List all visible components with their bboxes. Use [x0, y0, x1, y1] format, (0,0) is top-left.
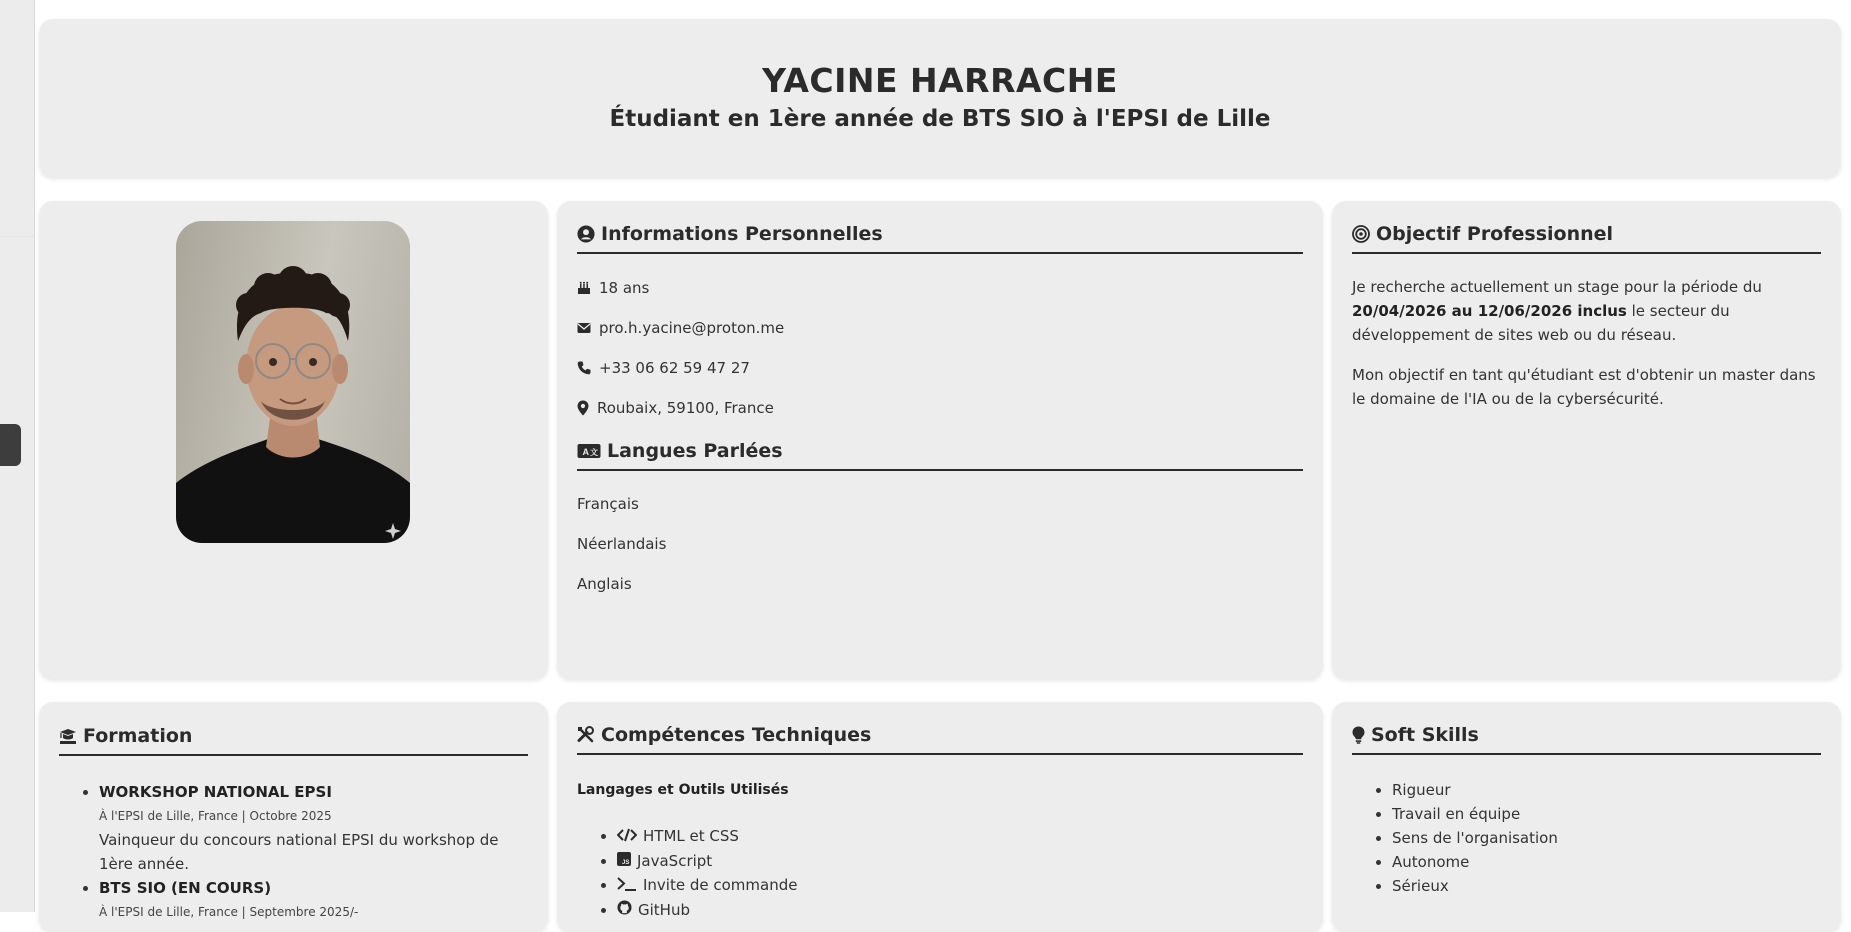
list-item: • Autonome: [1392, 850, 1558, 874]
info-email[interactable]: pro.h.yacine@proton.me: [577, 319, 784, 337]
competences-section-title: Compétences Techniques: [577, 724, 1303, 755]
formation-item-title: • BTS SIO (EN COURS): [99, 879, 272, 897]
phone-icon: [577, 361, 591, 375]
list-item: • Travail en équipe: [1392, 802, 1558, 826]
formation-list: [99, 780, 528, 924]
formation-card: [39, 702, 548, 932]
envelope-icon: [577, 322, 591, 334]
langue-item: Anglais: [577, 575, 632, 593]
sidebar-toggle-tab[interactable]: [0, 424, 21, 466]
list-item: • Rigueur: [1392, 778, 1558, 802]
soft-skills-card: [1332, 702, 1841, 932]
objectif-card: [1332, 201, 1841, 679]
lightbulb-icon: [1352, 726, 1365, 744]
soft-skills-list: [1392, 778, 1558, 898]
list-item: • JS JavaScript: [617, 849, 797, 874]
formation-item-desc: Vainqueur du concours national EPSI du workshop de 1ère année.: [99, 831, 499, 873]
header-card: [39, 19, 1841, 177]
tools-icon: [577, 726, 595, 744]
sidebar-divider: [0, 236, 34, 237]
langue-item: Français: [577, 495, 639, 513]
objectif-paragraph-1: Je recherche actuellement un stage pour la période du 20/04/2026 au 12/06/2026 inclus le secteur du développement de sites web ou du réseau.: [1352, 278, 1762, 344]
github-icon: [617, 900, 632, 915]
map-pin-icon: [577, 400, 589, 416]
target-icon: [1352, 225, 1370, 243]
info-card: [557, 201, 1323, 679]
js-icon: [617, 852, 631, 866]
list-item: [99, 876, 528, 924]
graduation-cap-icon: [59, 727, 77, 745]
cv-subtitle: Étudiant en 1ère année de BTS SIO à l'EPSI de Lille: [609, 106, 1271, 132]
profile-photo: [176, 221, 410, 543]
competences-card: [557, 702, 1323, 932]
objectif-paragraph-2: Mon objectif en tant qu'étudiant est d'obtenir un master dans le domaine de l'IA ou de la cybersécurité.: [1352, 366, 1816, 408]
soft-skills-section-title: Soft Skills: [1352, 724, 1821, 755]
language-icon: [577, 443, 601, 459]
info-address: Roubaix, 59100, France: [577, 399, 774, 417]
terminal-icon: [617, 877, 637, 891]
cv-name: YACINE HARRACHE: [762, 61, 1118, 100]
svg-text:JS: • JS: [622, 860, 630, 866]
list-item: • GitHub: [617, 898, 797, 923]
list-item: • HTML et CSS: [617, 824, 797, 849]
info-section-title: Informations Personnelles: [577, 223, 1303, 254]
competences-list: [617, 824, 797, 922]
formation-section-title: Formation: [59, 725, 528, 756]
formation-item-title: • WORKSHOP NATIONAL EPSI: [99, 783, 332, 801]
photo-card: [39, 201, 548, 679]
formation-item-sub: À l'EPSI de Lille, France | Octobre 2025: [99, 809, 332, 823]
list-item: • Sérieux: [1392, 874, 1558, 898]
list-item: • Sens de l'organisation: [1392, 826, 1558, 850]
birthday-cake-icon: [577, 281, 591, 295]
info-phone[interactable]: +33 06 62 59 47 27: [577, 359, 750, 377]
langue-item: Néerlandais: [577, 535, 667, 553]
list-item: [99, 780, 528, 876]
list-item: • Invite de commande: [617, 873, 797, 898]
objectif-section-title: Objectif Professionnel: [1352, 223, 1821, 254]
user-circle-icon: [577, 225, 595, 243]
svg-text:A: A: [582, 447, 589, 457]
langues-section-title: A 文 Langues Parlées: [577, 440, 1303, 471]
code-icon: [617, 828, 637, 842]
info-age: 18 ans: [577, 279, 649, 297]
svg-text:文: 文: [590, 448, 598, 457]
competences-subtitle: Langages et Outils Utilisés: [577, 782, 789, 798]
formation-item-sub: À l'EPSI de Lille, France | Septembre 2025/-: [99, 905, 359, 919]
